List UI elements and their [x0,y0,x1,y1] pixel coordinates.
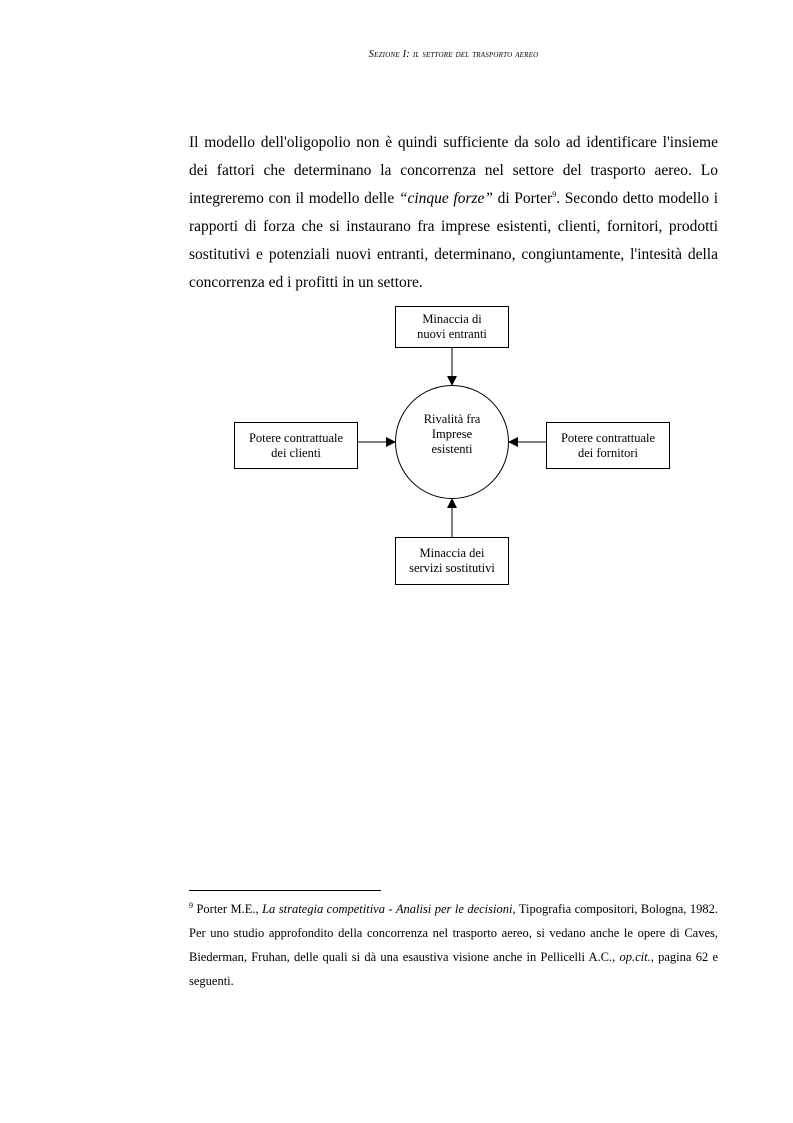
footnote [189,897,718,993]
circle-rivalry [395,385,509,499]
footnote-book-title: La strategia competitiva - Analisi per le decisioni, [262,902,516,916]
paragraph-text-1: Il modello dell'oligopolio non è quindi sufficiente da solo ad identificare l'insieme dei fattori che determinano la concorrenza nel settore del trasporto aereo. Lo integreremo con il modello delle [189,134,718,207]
cinque-forze-italic: “cinque forze” [398,190,494,207]
circle-rivalry-line2: Imprese [431,427,473,441]
box-customers-line1: Potere contrattuale [248,430,344,445]
box-new-entrants-line1: Minaccia di [422,312,482,326]
footnote-reference: 9 [552,189,557,199]
footnote-text-1: Tipografia compositori, Bologna, 1982. Per uno studio approfondito della concorrenza nel trasporto aereo, si vedano anche le opere di Caves, Biederman, Fruhan, delle quali si dà una esaustiva visione anche in Pellicelli A.C., [189,902,718,964]
box-substitutes-line2: servizi sostitutivi [409,561,495,575]
running-header: Sezione I: il settore del trasporto aereo [368,49,539,60]
footnote-text-2: , pagina 62 e seguenti. [189,950,718,988]
footnote-author: Porter M.E., [193,902,263,916]
box-substitutes [395,537,509,585]
footnote-opcit: op.cit. [619,950,651,964]
box-customers [234,422,358,469]
box-substitutes-line1: Minaccia dei [419,546,485,560]
footnote-number: 9 [189,900,193,910]
circle-rivalry-line3: esistenti [431,442,473,456]
box-suppliers-line1: Potere contrattuale [560,430,656,445]
box-suppliers [546,422,670,469]
body-paragraph [189,129,718,297]
footnote-separator [189,890,381,891]
box-new-entrants-line2: nuovi entranti [417,327,487,341]
box-suppliers-line2: dei fornitori [577,445,639,460]
circle-rivalry-line1: Rivalità fra [423,412,481,426]
box-new-entrants [395,306,509,348]
paragraph-text-3: . Secondo detto modello i rapporti di forza che si instaurano fra imprese esistenti, clienti, fornitori, prodotti sostitutivi e potenziali nuovi entranti, determinano, congiuntamente, l'intesità della concorrenza ed i profitti in un settore. [189,190,719,291]
box-customers-line2: dei clienti [271,445,321,460]
paragraph-text-2: di Porter [493,190,553,207]
